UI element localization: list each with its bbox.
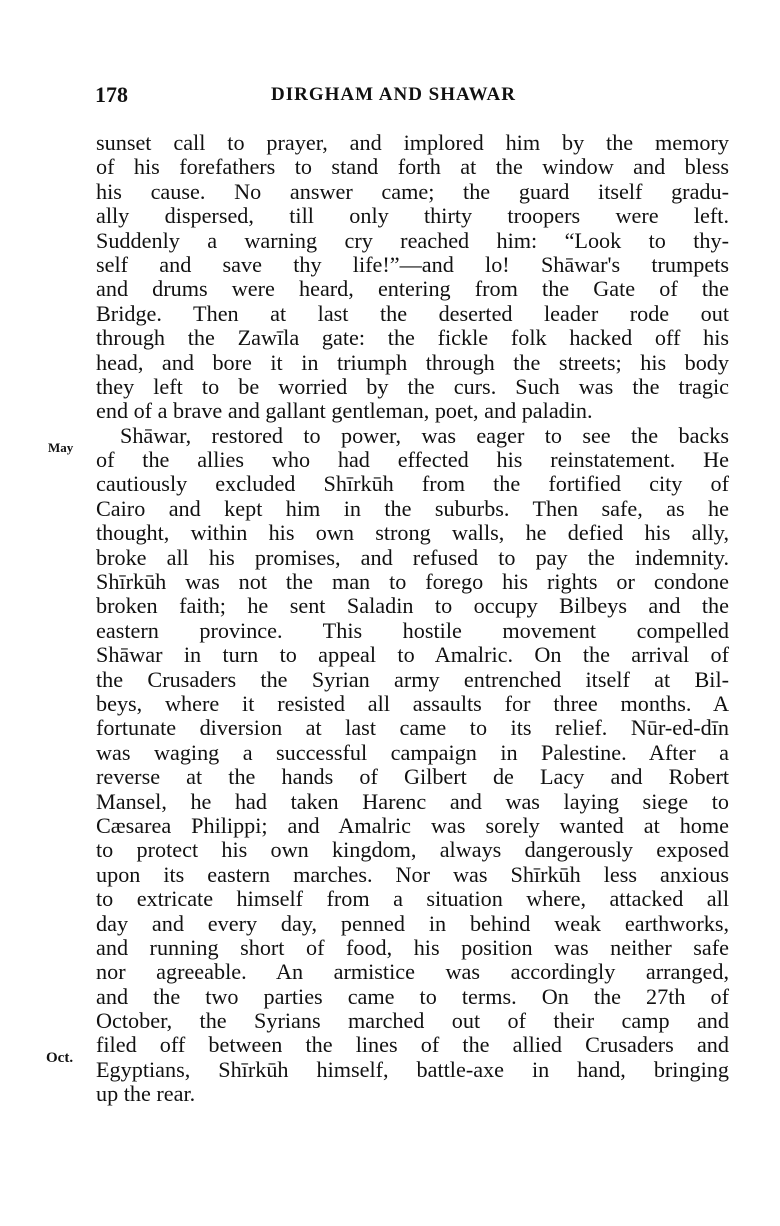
- text-line: ally dispersed, till only thirty troopers were left.: [96, 203, 729, 229]
- text-line: beys, where it resisted all assaults for three months. A: [96, 690, 729, 716]
- text-line: day and every day, penned in behind weak earthworks,: [96, 910, 729, 936]
- paragraph-first-line: Shāwar, restored to power, was eager to see the backs: [120, 422, 729, 448]
- text-line: Shāwar in turn to appeal to Amalric. On the arrival of: [96, 642, 729, 668]
- text-line: broke all his promises, and refused to pay the indemnity.: [96, 544, 729, 570]
- text-line: Cairo and kept him in the suburbs. Then safe, as he: [96, 495, 729, 521]
- text-line: was waging a successful campaign in Palestine. After a: [96, 739, 729, 765]
- text-line: to protect his own kingdom, always dangerously exposed: [96, 837, 729, 863]
- text-line: and drums were heard, entering from the Gate of the: [96, 276, 729, 302]
- text-line: to extricate himself from a situation where, attacked all: [96, 886, 729, 912]
- text-line: of the allies who had effected his reinstatement. He: [96, 447, 729, 473]
- text-line: filed off between the lines of the allied Crusaders and: [96, 1032, 729, 1058]
- text-line: of his forefathers to stand forth at the window and bless: [96, 154, 729, 180]
- text-line: and running short of food, his position was neither safe: [96, 934, 729, 960]
- text-line: thought, within his own strong walls, he defied his ally,: [96, 520, 729, 546]
- text-line: the Crusaders the Syrian army entrenched itself at Bil-: [96, 666, 729, 692]
- text-line: end of a brave and gallant gentleman, poet, and paladin.: [96, 398, 593, 424]
- text-line: Egyptians, Shīrkūh himself, battle-axe in hand, bringing: [96, 1056, 729, 1082]
- text-line: sunset call to prayer, and implored him by the memory: [96, 130, 729, 155]
- body-text: [96, 131, 729, 1107]
- page-number: 178: [95, 82, 128, 107]
- text-line: Bridge. Then at last the deserted leader rode out: [96, 300, 729, 326]
- text-line: reverse at the hands of Gilbert de Lacy and Robert: [96, 764, 729, 790]
- text-line: up the rear.: [96, 1081, 196, 1107]
- text-line: Shīrkūh was not the man to forego his rights or condone: [96, 569, 729, 595]
- text-line: fortunate diversion at last came to its relief. Nūr-ed-dīn: [96, 715, 729, 741]
- text-line: head, and bore it in triumph through the streets; his body: [96, 349, 729, 375]
- text-line: and the two parties came to terms. On the 27th of: [96, 983, 729, 1009]
- text-line: Mansel, he had taken Harenc and was laying siege to: [96, 788, 729, 814]
- running-title: DIRGHAM AND SHAWAR: [271, 84, 516, 105]
- text-line: Suddenly a warning cry reached him: “Look to thy-: [96, 227, 729, 253]
- text-line: his cause. No answer came; the guard itself gradu-: [96, 178, 729, 204]
- text-line: self and save thy life!”—and lo! Shāwar's trumpets: [96, 251, 729, 277]
- text-line: upon its eastern marches. Nor was Shīrkūh less anxious: [96, 861, 729, 887]
- text-line: October, the Syrians marched out of their camp and: [96, 1008, 729, 1034]
- margin-note-may: May: [48, 440, 74, 455]
- text-line: eastern province. This hostile movement compelled: [96, 617, 729, 643]
- text-line: Cæsarea Philippi; and Amalric was sorely wanted at home: [96, 812, 729, 838]
- text-line: through the Zawīla gate: the fickle folk hacked off his: [96, 325, 729, 351]
- text-line: cautiously excluded Shīrkūh from the fortified city of: [96, 471, 729, 497]
- running-head: [95, 82, 731, 112]
- margin-note-oct: Oct.: [46, 1050, 74, 1066]
- text-line: nor agreeable. An armistice was accordingly arranged,: [96, 959, 729, 985]
- text-line: they left to be worried by the curs. Such was the tragic: [96, 373, 729, 399]
- text-line: broken faith; he sent Saladin to occupy Bilbeys and the: [96, 593, 729, 619]
